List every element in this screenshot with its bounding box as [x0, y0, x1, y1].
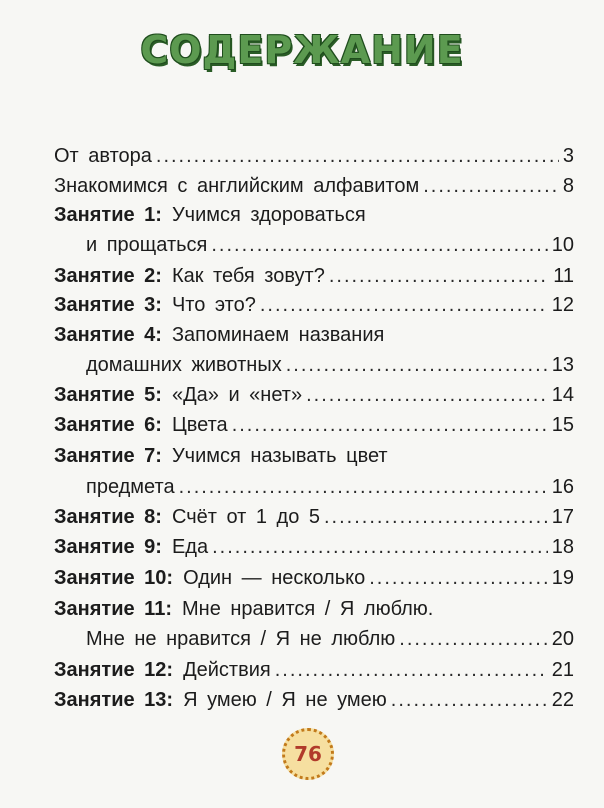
toc-entry-page: 15 [551, 414, 574, 436]
dot-leader [232, 410, 548, 440]
toc-entry [54, 594, 574, 624]
toc-entry-page: 18 [551, 536, 574, 558]
toc-entry-title: «Да» и «нет» [171, 384, 303, 406]
toc-entry [54, 200, 574, 230]
dot-leader [156, 141, 559, 171]
toc-entry [54, 171, 574, 201]
lesson-label: Занятие 12: [54, 659, 174, 681]
toc-entry-page: 20 [551, 628, 574, 650]
dot-leader [179, 472, 548, 502]
toc-entry-page: 3 [562, 145, 574, 167]
toc-entry-title: Запоминаем названия [171, 324, 385, 346]
lesson-label: Занятие 11: [54, 598, 172, 620]
toc-entry-title: Мне нравится / Я люблю. [181, 598, 434, 620]
toc-entry-title: Цвета [171, 414, 228, 436]
dot-leader [275, 655, 548, 685]
lesson-label: Занятие 4: [54, 324, 162, 346]
toc-entry [54, 563, 574, 593]
page-number-badge: 76 [282, 728, 334, 780]
toc-entry-page: 8 [562, 175, 574, 197]
toc-entry [54, 290, 574, 320]
dot-leader [399, 624, 547, 654]
lesson-label: Занятие 10: [54, 567, 174, 589]
toc-entry-title: Мне не нравится / Я не люблю [86, 628, 396, 650]
toc-entry-page: 17 [551, 506, 574, 528]
dot-leader [306, 380, 548, 410]
dot-leader [391, 685, 548, 715]
toc-entry-continuation [86, 472, 574, 502]
dot-leader [286, 350, 548, 380]
dot-leader [260, 290, 548, 320]
toc-entry [54, 532, 574, 562]
page-title: СОДЕРЖАНИЕ [140, 28, 464, 72]
toc-entry-title: Что это? [171, 294, 256, 316]
toc-entry-page: 16 [551, 476, 574, 498]
toc-entry-title: Знакомимся с английским алфавитом [54, 175, 420, 197]
toc-entry-page: 13 [551, 354, 574, 376]
lesson-label: Занятие 2: [54, 265, 162, 287]
toc-entry-continuation [86, 230, 574, 260]
toc-entry-title: предмета [86, 476, 175, 498]
toc-entry-title: Счёт от 1 до 5 [171, 506, 320, 528]
lesson-label: Занятие 1: [54, 204, 162, 226]
lesson-label: Занятие 5: [54, 384, 162, 406]
toc-entry-title: домашних животных [86, 354, 282, 376]
dot-leader [211, 230, 547, 260]
toc-entry-title: От автора [54, 145, 152, 167]
lesson-label: Занятие 9: [54, 536, 162, 558]
toc-entry-title: Действия [183, 659, 271, 681]
lesson-label: Занятие 3: [54, 294, 162, 316]
toc-entry-title: Как тебя зовут? [171, 265, 325, 287]
toc-entry-title: Еда [171, 536, 209, 558]
toc-entry-title: Я умею / Я не умею [183, 689, 387, 711]
toc-entry-page: 12 [551, 294, 574, 316]
toc-entry [54, 320, 574, 350]
dot-leader [423, 171, 559, 201]
lesson-label: Занятие 13: [54, 689, 174, 711]
dot-leader [369, 563, 548, 593]
lesson-label: Занятие 6: [54, 414, 162, 436]
toc-entry-page: 14 [551, 384, 574, 406]
toc-entry-page: 11 [553, 265, 574, 287]
toc-entry-title: Учимся называть цвет [171, 445, 388, 467]
toc-entry-continuation [86, 350, 574, 380]
toc-entry [54, 685, 574, 715]
dot-leader [212, 532, 548, 562]
toc-entry [54, 502, 574, 532]
dot-leader [324, 502, 548, 532]
toc-entry [54, 410, 574, 440]
toc-entry [54, 141, 574, 171]
lesson-label: Занятие 8: [54, 506, 162, 528]
toc-entry-page: 10 [551, 234, 574, 256]
toc-entry [54, 261, 574, 291]
toc-entry-continuation [86, 624, 574, 654]
toc-entry-title: Один — несколько [183, 567, 366, 589]
dot-leader [329, 261, 549, 291]
toc-entry-page: 21 [551, 659, 574, 681]
toc-entry-page: 22 [551, 689, 574, 711]
toc-entry-title: и прощаться [86, 234, 208, 256]
toc-entry [54, 655, 574, 685]
lesson-label: Занятие 7: [54, 445, 162, 467]
toc-entry-title: Учимся здороваться [171, 204, 366, 226]
toc-entry [54, 380, 574, 410]
toc-entry [54, 441, 574, 471]
toc-entry-page: 19 [551, 567, 574, 589]
